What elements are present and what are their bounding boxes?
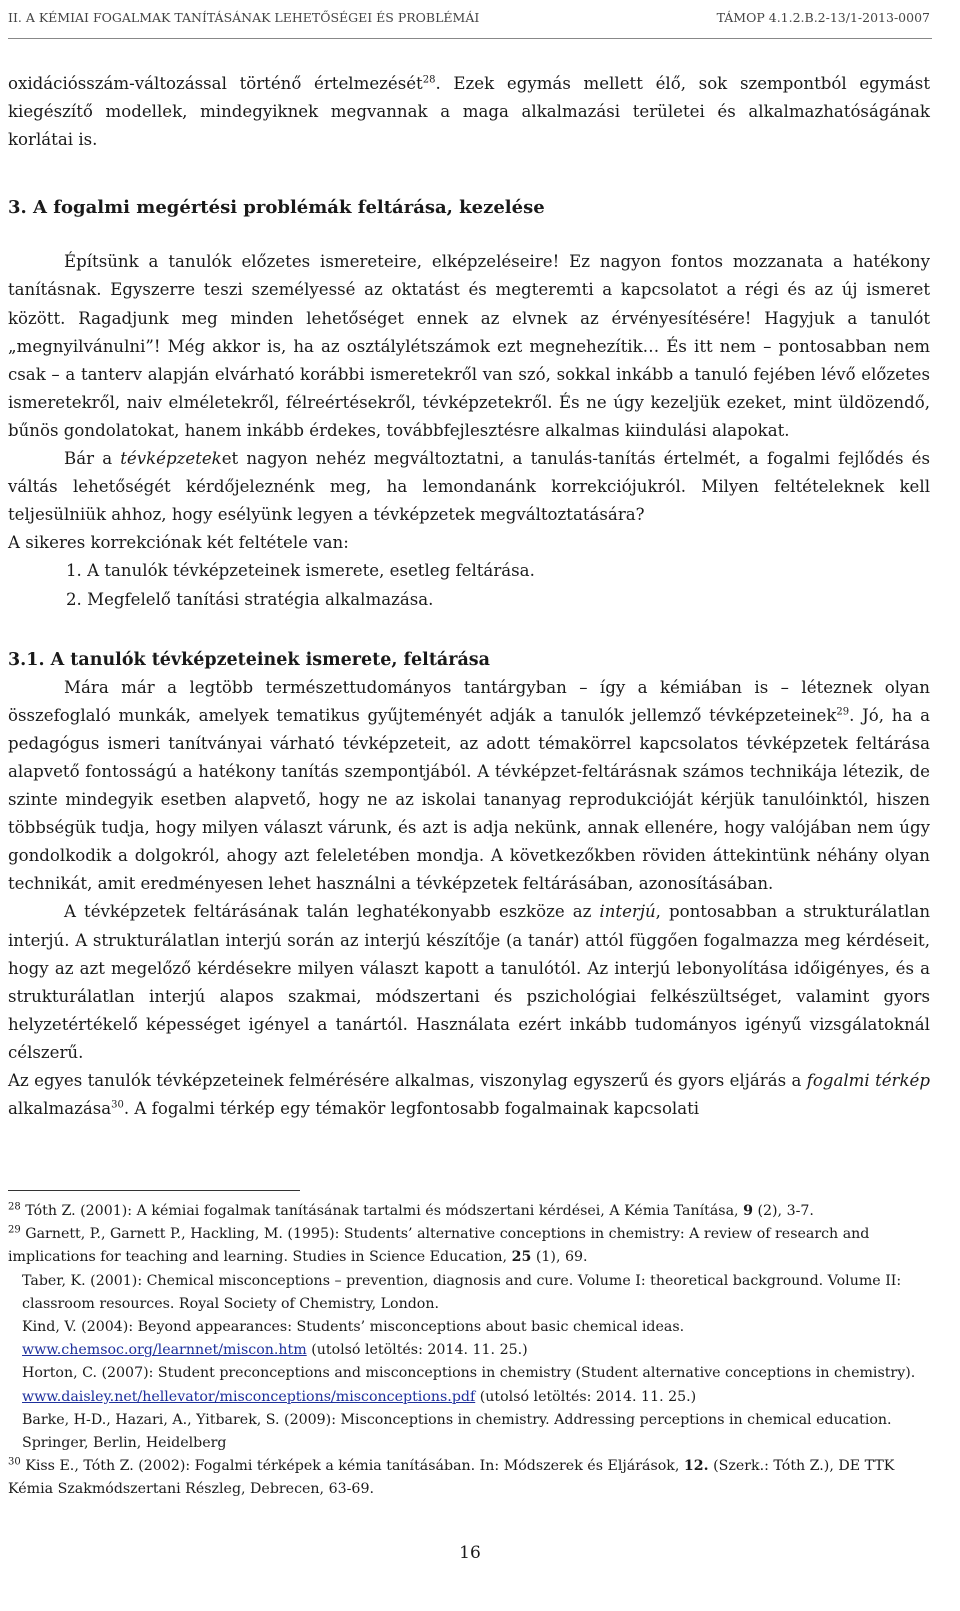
footnotes — [8, 1200, 930, 1502]
section-3-heading: 3. A fogalmi megértési problémák feltárása, kezelése — [8, 197, 545, 219]
running-header — [8, 10, 930, 34]
page-number: 16 — [459, 1543, 481, 1563]
intro-paragraph: oxidációsszám-változással történő értelmezését$^{28}$. Ezek egymás mellett élő, sok szempontból egymást kiegészítő modellek, mindegyiknek megvannak a maga alkalmazási területei és alkalmazhatóságának korlátai is. — [8, 74, 930, 150]
footnote-ref-29[interactable]: 29 — [836, 706, 850, 718]
header-rule — [8, 38, 932, 39]
section-3-paragraph-1: Építsünk a tanulók előzetes ismereteire, elképzeléseire! Ez nagyon fontos mozzanata a hatékony tanításnak. Egyszerre teszi személyessé az oktatást és megteremti a kapcsolatot a régi és az új ismeret között. Ragadjunk meg minden lehetőséget ennek az elvnek az érvényesítésére! Hagyjuk a tanulót „megnyilvánulni”! Még akkor is, ha az osztálylétszámok ezt megnehezítik… És itt nem – pontosabban nem csak – a tanterv alapján elvárható korábbi ismeretekről van szó, sokkal inkább a tanuló fejében lévő előzetes ismeretekről, naiv elméletekről, félreértésekről, tévképzetekről. És ne úgy kezeljük ezeket, mint üldözendő, bűnös gondolatokat, hanem inkább érdekes, továbbfejlesztésre alkalmas kiindulási alapokat. — [8, 252, 930, 440]
reference-barke: Barke, H-D., Hazari, A., Yitbarek, S. (2009): Misconceptions in chemistry. Addressing perceptions in chemical education. Springer, Berlin, Heidelberg — [22, 1411, 892, 1452]
reference-horton: Horton, C. (2007): Student preconceptions and misconceptions in chemistry (Student alternative conceptions in chemistry). www.daisley.net/hellevator/misconceptions/misconceptions.pdf (utolsó letöltés: 2014. 11. 25.) — [22, 1365, 916, 1405]
footnote-separator — [8, 1190, 300, 1191]
section-3-paragraph-2: Bár a tévképzeteket nagyon nehéz megváltoztatni, a tanulás-tanítás értelmét, a fogalmi fejlődés és váltás lehetőségét kérdőjeleznénk meg, ha lemondanánk korrekciójukról. Milyen feltételeknek kell teljesülniük ahhoz, hogy esélyünk legyen a tévképzetek megváltoztatására? — [8, 449, 930, 525]
section-3-1-paragraph-2: A tévképzetek feltárásának talán leghatékonyabb eszköze az interjú, pontosabban a strukturálatlan interjú. A strukturálatlan interjú során az interjú készítője (a tanár) attól függően fogalmazza meg kérdéseit, hogy az azt megelőző kérdésekre milyen választ kapott a tanulótól. Az interjú lebonyolítása időigényes, és a strukturálatlan interjú alapos szakmai, módszertani és pszichológiai felkészültséget, valamint gyors helyzetértékelő képességet igényel a tanártól. Használata ezért inkább tudományos igényű vizsgálatoknál célszerű. — [8, 902, 931, 1062]
reference-kind: Kind, V. (2004): Beyond appearances: Students’ misconceptions about basic chemical ideas. www.chemsoc.org/learnnet/miscon.htm (utolsó letöltés: 2014. 11. 25.) — [22, 1319, 685, 1359]
footnote-28: $^{28}$ Tóth Z. (2001): A kémiai fogalmak tanításának tartalmi és módszertani kérdései, A Kémia Tanítása, 9 (2), 3-7. — [8, 1201, 814, 1219]
reference-taber: Taber, K. (2001): Chemical misconceptions – prevention, diagnosis and cure. Volume I: theoretical background. Volume II: classroom resources. Royal Society of Chemistry, London. — [22, 1272, 902, 1312]
footnote-ref-28[interactable]: 28 — [422, 74, 436, 86]
reference-link-chemsoc[interactable]: www.chemsoc.org/learnnet/miscon.htm — [22, 1342, 307, 1359]
footnote-30: $^{30}$ Kiss E., Tóth Z. (2002): Fogalmi térképek a kémia tanításában. In: Módszerek és Eljárások, 12. (Szerk.: Tóth Z.), DE TTK Kémia Szakmódszertani Részleg, Debrecen, 63-69. — [8, 1456, 895, 1498]
section-3-1-paragraph-3: Az egyes tanulók tévképzeteinek felmérésére alkalmas, viszonylag egyszerű és gyors eljárás a fogalmi térkép alkalmazása$^{30}$. A fogalmi térkép egy témakör legfontosabb fogalmainak kapcsolati — [8, 1071, 930, 1119]
list-item: 2. Megfelelő tanítási stratégia alkalmazása. — [66, 589, 434, 609]
section-3-1-heading: 3.1. A tanulók tévképzeteinek ismerete, feltárása — [8, 649, 490, 670]
list-item: 1. A tanulók tévképzeteinek ismerete, esetleg feltárása. — [66, 561, 535, 581]
main-text — [8, 70, 930, 1123]
section-3-1-paragraph-1: Mára már a legtöbb természettudományos tantárgyban – így a kémiában is – léteznek olyan összefoglaló munkák, amelyek tematikus gyűjteményét adják a tanulók jellemző tévképzeteinek$^{29}$. Jó, ha a pedagógus ismeri tanítványai várható tévképzeteit, az adott témakörrel kapcsolatos tévképzetek feltárása alapvető fontosságú a hatékony tanítás szempontjából. A tévképzet-feltárásnak számos technikája létezik, de szinte mindegyik esetben alapvető, hogy ne az iskolai tananyag reprodukcióját kérjük tanulóinktól, hiszen többségük tudja, hogy milyen választ várunk, és azt is adja nekünk, annak ellenére, hogy valójában nem úgy gondolkodik a dolgokról, ahogy azt feleletében mondja. A következőkben röviden áttekintünk néhány olyan technikát, amit eredményesen lehet használni a tévképzetek feltárásában, azonosításában. — [8, 677, 930, 894]
footnote-29: $^{29}$ Garnett, P., Garnett P., Hackling, M. (1995): Students’ alternative conceptions in chemistry: A review of research and implications for teaching and learning. Studies in Science Education, 25 (1), 69. — [8, 1224, 870, 1266]
footnote-ref-30[interactable]: 30 — [111, 1099, 124, 1111]
header-left: II. A KÉMIAI FOGALMAK TANÍTÁSÁNAK LEHETŐSÉGEI ÉS PROBLÉMÁI — [8, 10, 480, 25]
reference-link-daisley[interactable]: www.daisley.net/hellevator/misconceptions/misconceptions.pdf — [22, 1388, 476, 1405]
header-right: TÁMOP 4.1.2.B.2-13/1-2013-0007 — [716, 10, 930, 25]
section-3-paragraph-3: A sikeres korrekciónak két feltétele van: — [8, 533, 349, 553]
